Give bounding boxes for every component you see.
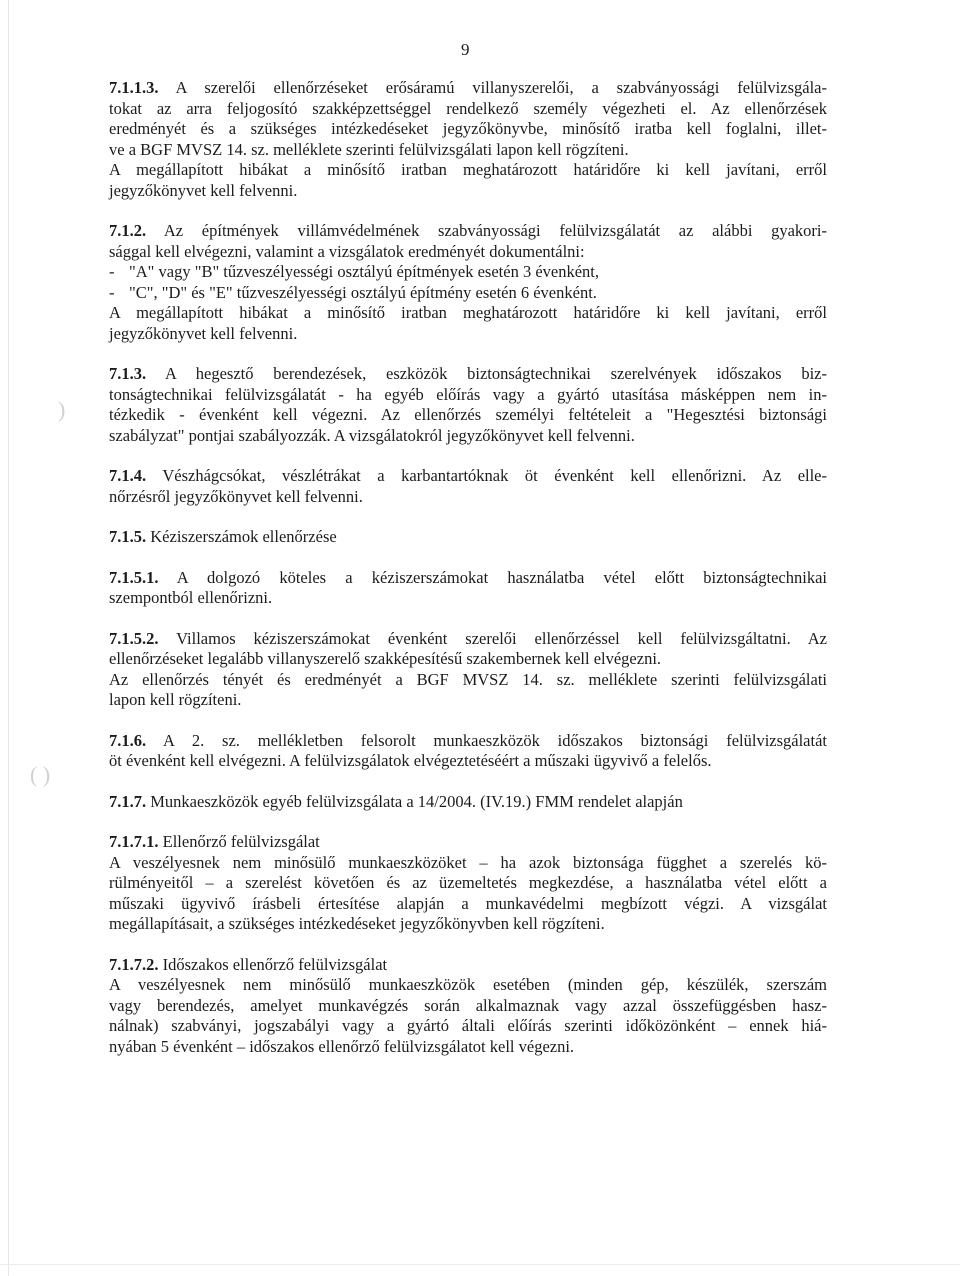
text-line <box>109 405 827 426</box>
scan-left-edge <box>8 0 9 1276</box>
text-line <box>109 221 827 242</box>
line-text: szabályzat" pontjai szabályozzák. A vizsgálatokról jegyzőkönyvet kell felvenni. <box>109 425 635 445</box>
text-line <box>109 242 827 263</box>
section-s7171 <box>109 832 827 935</box>
text-line <box>109 873 827 894</box>
text-line <box>109 119 827 140</box>
text-line <box>109 262 827 283</box>
section-number: 7.1.5.2. <box>109 628 159 648</box>
line-text: ellenőrzéseket legalább villanyszerelő szakképesítésű szakembernek kell elvégezni. <box>109 649 662 668</box>
line-text: ve a BGF MVSZ 14. sz. melléklete szerinti felülvizsgálati lapon kell rögzíteni. <box>109 139 629 159</box>
line-text: sággal kell elvégezni, valamint a vizsgálatok eredményét dokumentálni: <box>109 241 585 261</box>
page-number: 9 <box>461 40 470 59</box>
section-s717 <box>109 792 827 813</box>
line-text: Az építmények villámvédelmének szabványossági felülvizsgálatát az alábbi gyakori- <box>146 221 827 240</box>
text-line <box>109 649 827 670</box>
text-line <box>109 568 827 589</box>
text-line <box>109 78 827 99</box>
text-line <box>109 955 827 976</box>
scan-artifact-left-2: ( ) <box>30 762 51 787</box>
text-line <box>109 426 827 447</box>
line-text: szempontból ellenőrizni. <box>109 588 273 607</box>
text-line <box>109 588 827 609</box>
section-number: 7.1.3. <box>109 364 147 383</box>
section-number: 7.1.7.2. <box>109 954 159 974</box>
line-text: A hegesztő berendezések, eszközök biztonságtechnikai szerelvények időszakos biz- <box>146 364 827 383</box>
line-text: jegyzőkönyvet kell felvenni. <box>109 180 298 200</box>
list-dash: - <box>109 282 115 302</box>
text-line <box>109 99 827 120</box>
line-text: lapon kell rögzíteni. <box>109 690 242 709</box>
section-number: 7.1.7. <box>109 791 147 811</box>
text-line <box>109 160 827 181</box>
line-text: A 2. sz. mellékletben felsorolt munkaeszközök időszakos biztonsági felülvizsgálatát <box>146 730 827 750</box>
line-text: A szerelői ellenőrzéseket erősáramú villanyszerelői, a szabványossági felülvizsgála- <box>158 78 827 97</box>
section-s714 <box>109 466 827 507</box>
text-line <box>109 975 827 996</box>
line-text: "C", "D" és "E" tűzveszélyességi osztályú építmény esetén 6 évenként. <box>129 282 597 302</box>
scan-bottom-edge <box>0 1264 960 1265</box>
text-line <box>109 181 827 202</box>
text-line <box>109 527 827 548</box>
text-line <box>109 385 827 406</box>
line-text: A veszélyesnek nem minősülő munkaeszközöket – ha azok biztonsága függhet a szerelés kö- <box>109 852 827 872</box>
text-line <box>109 690 827 711</box>
line-text: Az ellenőrzés tényét és eredményét a BGF MVSZ 14. sz. melléklete szerinti felülvizsgálati <box>109 669 827 689</box>
line-text: Ellenőrző felülvizsgálat <box>158 832 320 851</box>
line-text: nyában 5 évenként – időszakos ellenőrző felülvizsgálatot kell végezni. <box>109 1036 575 1056</box>
section-s7152 <box>109 629 827 711</box>
text-line <box>109 303 827 324</box>
section-number: 7.1.5.1. <box>109 567 159 587</box>
document-body <box>109 78 827 1077</box>
line-text: Munkaeszközök egyéb felülvizsgálata a 14/2004. (IV.19.) FMM rendelet alapján <box>146 791 683 811</box>
line-text: nálnak) szabványi, jogszabályi vagy a gyártó általi előírás szerinti időközönként – ennek hiá- <box>109 1016 827 1035</box>
section-number: 7.1.4. <box>109 466 147 485</box>
line-text: öt évenként kell elvégezni. A felülvizsgálatok elvégeztetéséért a műszaki ügyvivő a felelős. <box>109 751 712 770</box>
text-line <box>109 832 827 853</box>
text-line <box>109 792 827 813</box>
text-line <box>109 1037 827 1058</box>
section-s716 <box>109 731 827 772</box>
section-number: 7.1.6. <box>109 730 147 750</box>
section-s7151 <box>109 568 827 609</box>
line-text: Villamos kéziszerszámokat évenként szerelői ellenőrzéssel kell felülvizsgáltatni. Az <box>158 628 827 648</box>
text-line <box>109 914 827 935</box>
line-text: A dolgozó köteles a kéziszerszámokat használatba vétel előtt biztonságtechnikai <box>158 567 827 587</box>
section-number: 7.1.7.1. <box>109 832 159 851</box>
line-text: műszaki ügyvivő írásbeli értesítése alapján a munkavédelmi megbízott végzi. A vizsgálat <box>109 893 827 913</box>
line-text: vagy berendezés, amelyet munkavégzés során alkalmaznak vagy azzal összefüggésben hasz- <box>109 995 827 1015</box>
section-number: 7.1.1.3. <box>109 78 159 97</box>
line-text: Vészhágcsókat, vészlétrákat a karbantartóknak öt évenként kell ellenőrizni. Az elle- <box>146 466 827 485</box>
line-text: eredményét és a szükséges intézkedéseket jegyzőkönyvbe, minősítő iratba kell foglalni, illet- <box>109 119 827 138</box>
text-line <box>109 1016 827 1037</box>
line-text: "A" vagy "B" tűzveszélyességi osztályú építmények esetén 3 évenként, <box>129 262 600 281</box>
line-text: rülményeitől – a szerelést követően és az üzemeltetés megkezdése, a használatba vétel előtt a <box>109 873 827 892</box>
section-s713 <box>109 364 827 446</box>
section-s712 <box>109 221 827 344</box>
text-line <box>109 364 827 385</box>
scan-artifact-left-1: ) <box>58 397 66 422</box>
list-dash: - <box>109 262 115 281</box>
section-s715 <box>109 527 827 548</box>
section-number: 7.1.2. <box>109 221 147 240</box>
line-text: A megállapított hibákat a minősítő iratban meghatározott határidőre ki kell javítani, erről <box>109 160 827 179</box>
text-line <box>109 751 827 772</box>
line-text: megállapításait, a szükséges intézkedéseket jegyzőkönyvben kell rögzíteni. <box>109 914 605 933</box>
text-line <box>109 629 827 650</box>
text-line <box>109 487 827 508</box>
text-line <box>109 853 827 874</box>
text-line <box>109 670 827 691</box>
line-text: Kéziszerszámok ellenőrzése <box>146 527 337 546</box>
line-text: tézkedik - évenként kell végezni. Az ellenőrzés személyi feltételeit a "Hegesztési biztonsági <box>109 405 827 424</box>
line-text: nőrzésről jegyzőkönyvet kell felvenni. <box>109 486 363 506</box>
text-line <box>109 731 827 752</box>
text-line <box>109 996 827 1017</box>
section-s7172 <box>109 955 827 1058</box>
section-s7113 <box>109 78 827 201</box>
text-line <box>109 140 827 161</box>
line-text: A veszélyesnek nem minősülő munkaeszközök esetében (minden gép, készülék, szerszám <box>109 975 827 994</box>
line-text: tonságtechnikai felülvizsgálatát - ha egyéb előírás vagy a gyártó utasítása másképpen nem in- <box>109 384 827 404</box>
text-line <box>109 466 827 487</box>
section-number: 7.1.5. <box>109 527 147 546</box>
text-line <box>109 894 827 915</box>
line-text: tokat az arra feljogosító szakképzettséggel rendelkező személy végezheti el. Az ellenőrzések <box>109 98 827 118</box>
text-line <box>109 283 827 304</box>
text-line <box>109 324 827 345</box>
line-text: Időszakos ellenőrző felülvizsgálat <box>158 954 388 974</box>
line-text: jegyzőkönyvet kell felvenni. <box>109 323 298 343</box>
line-text: A megállapított hibákat a minősítő iratban meghatározott határidőre ki kell javítani, erről <box>109 303 827 322</box>
